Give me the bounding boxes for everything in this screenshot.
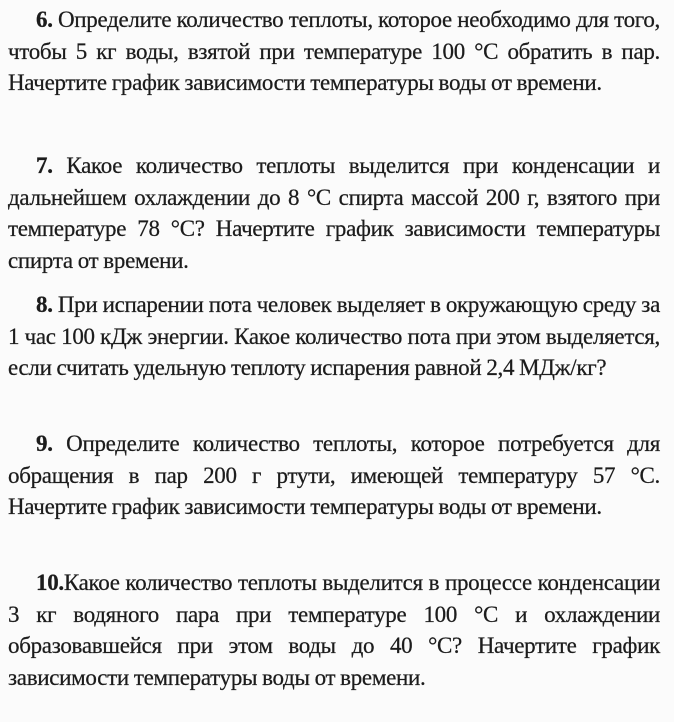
problem-6 [8,4,660,99]
problem-text: Какое количество теплоты выделится в процессе конденсации 3 кг водяного пара при температуре 100 °C и охлаждении образовавшейся при этом воды до 40 °C? Начертите график зависимости температуры воды от времени. [8,570,660,690]
problem-number: 7. [36,153,53,178]
problem-number: 8. [36,292,53,317]
problem-number: 6. [36,7,53,32]
problem-number: 10. [36,570,64,595]
problem-text: Определите количество теплоты, которое потребуется для обращения в пар 200 г ртути, имеющей температуру 57 °C. Начертите график зависимости температуры воды от времени. [8,431,660,519]
problem-9 [8,428,660,523]
problem-text: Определите количество теплоты, которое необходимо для того, чтобы 5 кг воды, взятой при температуре 100 °C обратить в пар. Начертите график зависимости температуры воды от времени. [8,7,660,95]
problem-10 [8,567,660,693]
problem-number: 9. [36,431,53,456]
problem-7 [8,150,660,276]
problem-8 [8,289,660,384]
problem-text: Какое количество теплоты выделится при конденсации и дальнейшем охлаждении до 8 °C спирта массой 200 г, взятого при температуре 78 °C? Начертите график зависимости температуры спирта от времени. [8,153,660,273]
problem-text: При испарении пота человек выделяет в окружающую среду за 1 час 100 кДж энергии. Какое количество пота при этом выделяется, если считать удельную теплоту испарения равной 2,4 МДж/кг? [8,292,660,380]
